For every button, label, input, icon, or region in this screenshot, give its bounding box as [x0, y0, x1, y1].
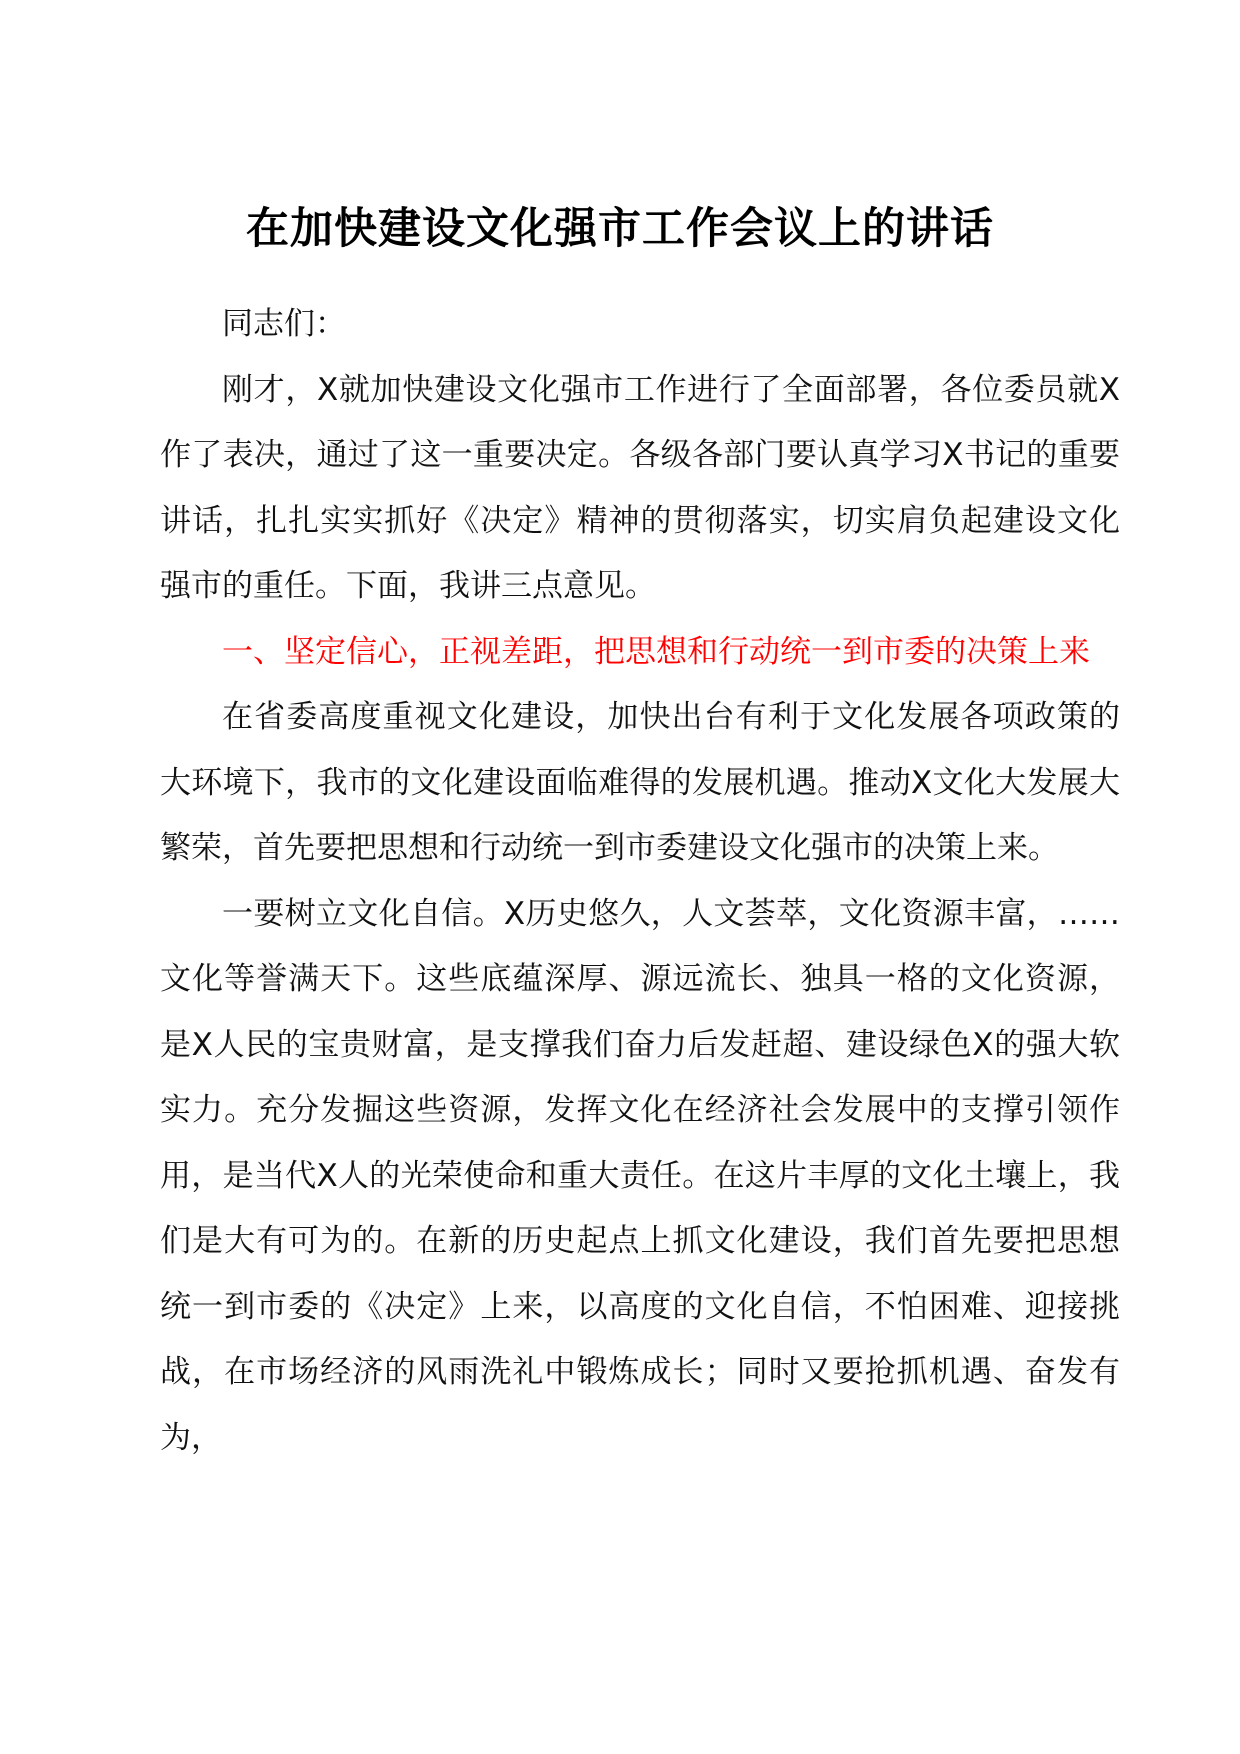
paragraph-section-1: 在省委高度重视文化建设，加快出台有利于文化发展各项政策的大环境下，我市的文化建设面临难得的发展机遇。推动X文化大发展大繁荣，首先要把思想和行动统一到市委建设文化强市的决策上来。: [160, 699, 1120, 866]
document-title: 在加快建设文化强市工作会议上的讲话: [246, 204, 994, 254]
salutation: 同志们：: [222, 306, 346, 342]
paragraph-cultural-confidence: 一要树立文化自信。X历史悠久，人文荟萃，文化资源丰富，……文化等誉满天下。这些底蕴深厚、源远流长、独具一格的文化资源，是X人民的宝贵财富，是支撑我们奋力后发赶超、建设绿色X的强大软实力。充分发掘这些资源，发挥文化在经济社会发展中的支撑引领作用，是当代X人的光荣使命和重大责任。在这片丰厚的文化土壤上，我们是大有可为的。在新的历史起点上抓文化建设，我们首先要把思想统一到市委的《决定》上来，以高度的文化自信，不怕困难、迎接挑战，在市场经济的风雨洗礼中锻炼成长；同时又要抢抓机遇、奋发有为，: [160, 895, 1120, 1456]
section-heading-1: 一、坚定信心，正视差距，把思想和行动统一到市委的决策上来: [222, 633, 1090, 670]
paragraph-intro: 刚才，X就加快建设文化强市工作进行了全面部署，各位委员就X作了表决，通过了这一重要决定。各级各部门要认真学习X书记的重要讲话，扎扎实实抓好《决定》精神的贯彻落实，切实肩负起建设文化强市的重任。下面，我讲三点意见。: [160, 371, 1120, 604]
document-body: [160, 292, 1120, 1471]
